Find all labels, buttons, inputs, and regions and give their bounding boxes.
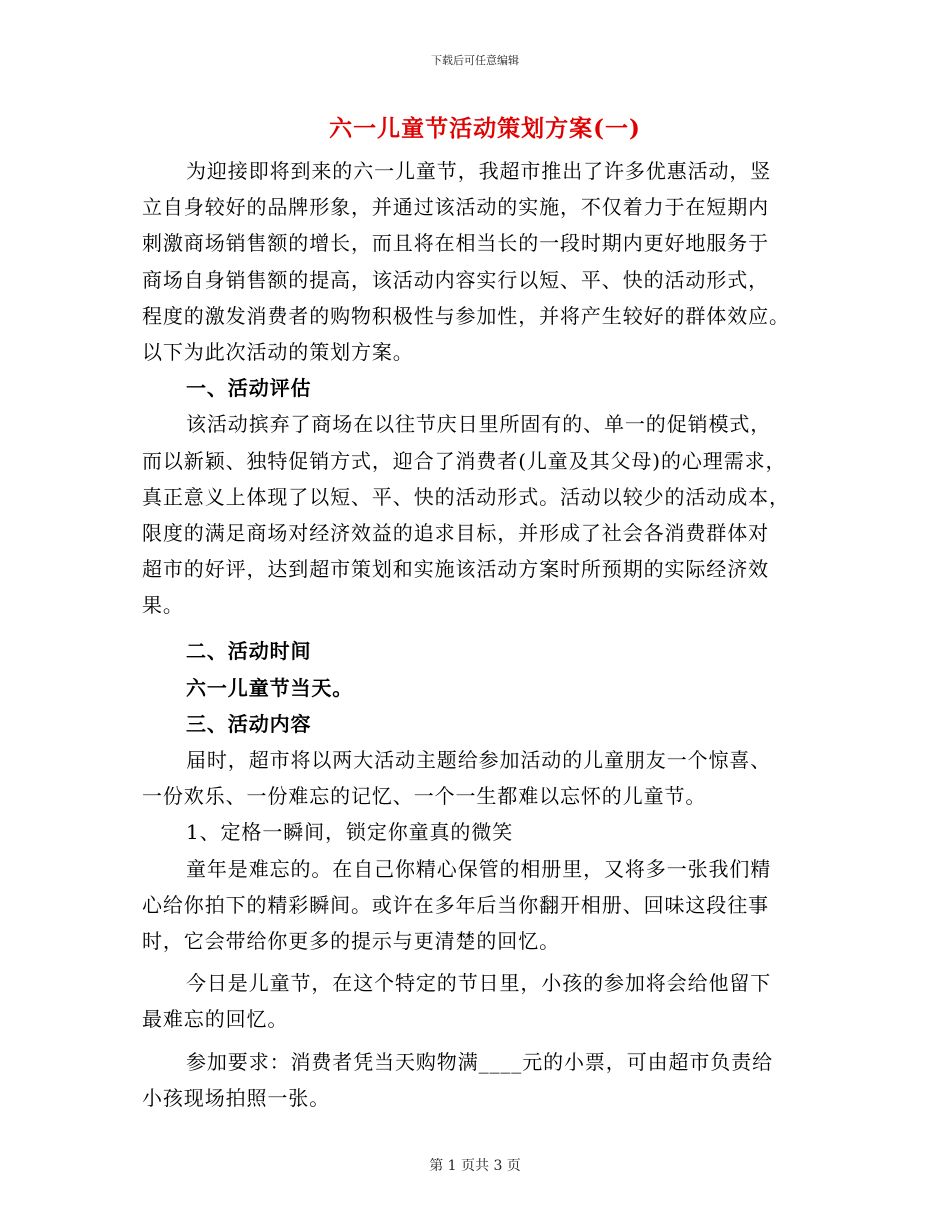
sub1-line: 今日是儿童节，在这个特定的节日里，小孩的参加将会给他留下 xyxy=(186,971,772,996)
intro-line: 刺激商场销售额的增长，而且将在相当长的一段时期内更好地服务于 xyxy=(142,231,769,256)
section-heading-time: 二、活动时间 xyxy=(186,639,312,664)
evaluation-line: 而以新颖、独特促销方式，迎合了消费者(儿童及其父母)的心理需求， xyxy=(142,448,787,473)
evaluation-line: 限度的满足商场对经济效益的追求目标，并形成了社会各消费群体对 xyxy=(142,520,769,545)
intro-line: 以下为此次活动的策划方案。 xyxy=(142,339,414,364)
intro-line: 商场自身销售额的提高，该活动内容实行以短、平、快的活动形式， xyxy=(142,267,769,292)
evaluation-line: 超市的好评，达到超市策划和实施该活动方案时所预期的实际经济效 xyxy=(142,557,769,582)
section-heading-evaluation: 一、活动评估 xyxy=(186,376,312,401)
section-heading-content: 三、活动内容 xyxy=(186,711,312,736)
subsection-heading: 1、定格一瞬间，锁定你童真的微笑 xyxy=(186,820,514,845)
sub1-line: 心给你拍下的精彩瞬间。或许在多年后当你翻开相册、回味这段往事 xyxy=(142,892,769,917)
document-body xyxy=(142,153,822,1116)
evaluation-line: 真正意义上体现了以短、平、快的活动形式。活动以较少的活动成本， xyxy=(142,484,790,509)
intro-line: 立自身较好的品牌形象，并通过该活动的实施，不仅着力于在短期内 xyxy=(142,195,769,220)
content-line: 届时，超市将以两大活动主题给参加活动的儿童朋友一个惊喜、 xyxy=(186,748,772,772)
evaluation-line: 果。 xyxy=(142,593,184,618)
sub1-line: 童年是难忘的。在自己你精心保管的相册里，又将多一张我们精 xyxy=(186,856,772,881)
page-number: 第 1 页共 3 页 xyxy=(429,1158,521,1174)
header-note: 下载后可任意编辑 xyxy=(431,54,519,67)
document-title: 六一儿童节活动策划方案(一) xyxy=(329,115,641,142)
intro-line: 程度的激发消费者的购物积极性与参加性，并将产生较好的群体效应。 xyxy=(142,303,790,328)
evaluation-line: 该活动摈弃了商场在以往节庆日里所固有的、单一的促销模式， xyxy=(186,412,772,437)
sub1-line: 参加要求：消费者凭当天购物满____元的小票，可由超市负责给 xyxy=(186,1049,773,1074)
sub1-line: 最难忘的回忆。 xyxy=(142,1007,289,1032)
content-line: 一份欢乐、一份难忘的记忆、一个一生都难以忘怀的儿童节。 xyxy=(142,784,707,809)
time-text: 六一儿童节当天。 xyxy=(186,675,354,700)
intro-line: 为迎接即将到来的六一儿童节，我超市推出了许多优惠活动，竖 xyxy=(186,159,772,183)
sub1-line: 时，它会带给你更多的提示与更清楚的回忆。 xyxy=(142,928,560,953)
sub1-line: 小孩现场拍照一张。 xyxy=(142,1085,331,1110)
